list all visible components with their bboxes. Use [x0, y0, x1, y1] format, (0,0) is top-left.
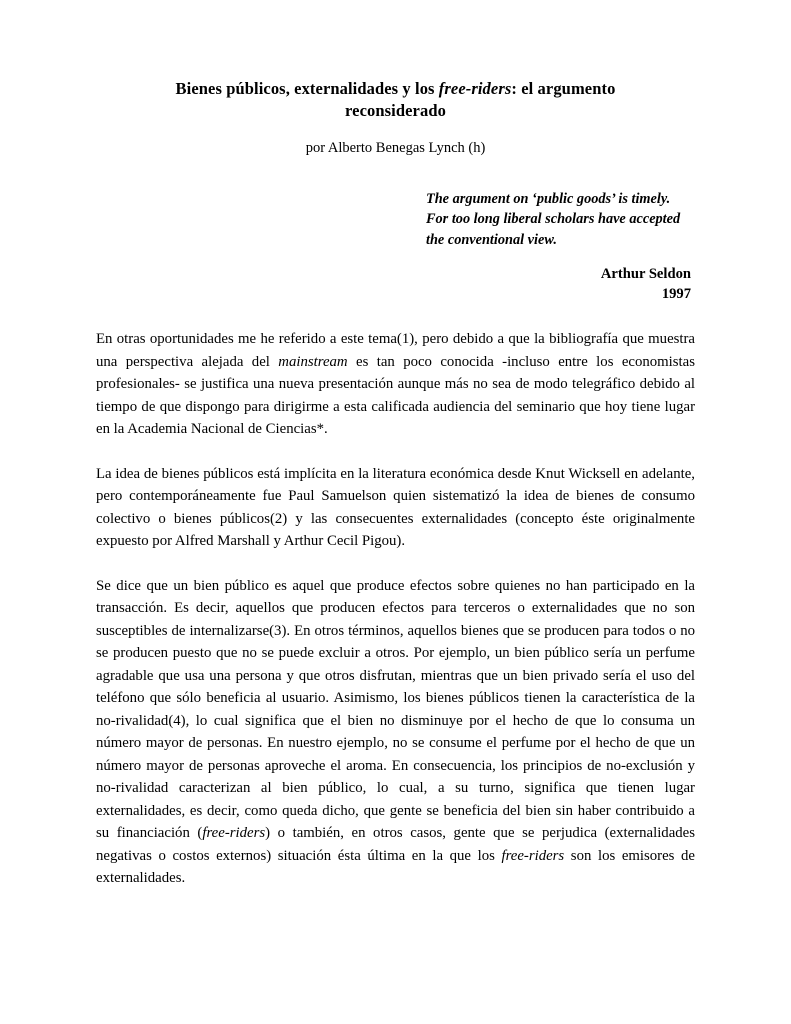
title-line2: reconsiderado — [345, 101, 446, 121]
text-run: La idea de bienes públicos está implícita en la literatura económica desde Knut Wicksell en adelante, pero contemporáneamente fue Paul Samuelson quien sistematizó la idea de bienes de consumo colectivo o bienes públicos(2) y las consecuentes externalidades (concepto éste originalmente expuesto por Alfred Marshall y Arthur Cecil Pigou). — [96, 465, 695, 550]
text-run: Se dice que un bien público es aquel que produce efectos sobre quienes no han participado en la transacción. Es decir, aquellos que producen efectos para terceros o externalidades que no son susceptibles de internalizarse(3). En otros términos, aquellos bienes que se producen para todos o no se producen puesto que no se puede excluir a otros. Por ejemplo, un bien público sería un perfume agradable que usa una persona y que otros disfrutan, mientras que un bien privado sería el uso del teléfono que sólo beneficia al usuario. Asimismo, los bienes públicos tienen la característica de la no-rivalidad(4), lo cual significa que el bien no disminuye por el hecho de que lo consuma un número mayor de personas. En nuestro ejemplo, no se consume el perfume por el hecho de que un número mayor de personas aproveche el aroma. En consecuencia, los principios de no-exclusión y no-rivalidad caracterizan al bien público, lo cual, a su turno, significa que tienen lugar externalidades, es decir, como queda dicho, que gente se beneficia del bien sin haber contribuido a su financiación ( — [96, 577, 695, 842]
text-run: ) o también, en otros casos, gente que se perjudica (externalidades negativas o costos externos) situación ésta última en la que los — [96, 825, 695, 864]
title-line1-italic-term: free-riders — [438, 79, 512, 98]
title-line1-part-a: Bienes públicos, externalidades y los — [175, 79, 439, 98]
epigraph-author: Arthur Seldon — [600, 265, 691, 282]
italic-term: free-riders — [202, 825, 266, 842]
document-body — [96, 328, 695, 889]
paragraph-3 — [96, 575, 695, 890]
text-run: son los emisores de externalidades. — [96, 847, 695, 887]
epigraph-quote: The argument on ‘public goods’ is timely. For too long liberal scholars have accepted the conventional view. — [426, 190, 681, 248]
paragraph-1 — [96, 328, 695, 440]
epigraph-attribution — [426, 265, 691, 304]
text-run: En otras oportunidades me he referido a este tema(1), pero debido a que la bibliografía que muestra una perspectiva alejada del — [96, 331, 695, 370]
page-title — [124, 78, 667, 123]
paragraph-2 — [96, 463, 695, 553]
title-line1-part-b: : el argumento — [511, 79, 616, 98]
italic-term: free-riders — [501, 847, 565, 864]
italic-term: mainstream — [278, 353, 348, 370]
author-byline: por Alberto Benegas Lynch (h) — [305, 139, 486, 156]
epigraph-year: 1997 — [661, 285, 691, 302]
text-run: es tan poco conocida -incluso entre los economistas profesionales- se justifica una nueva presentación aunque más no sea de modo telegráfico debido al tiempo de que dispongo para dirigirme a esta calificada audiencia del seminario que hoy tiene lugar en la Academia Nacional de Ciencias*. — [96, 353, 695, 438]
